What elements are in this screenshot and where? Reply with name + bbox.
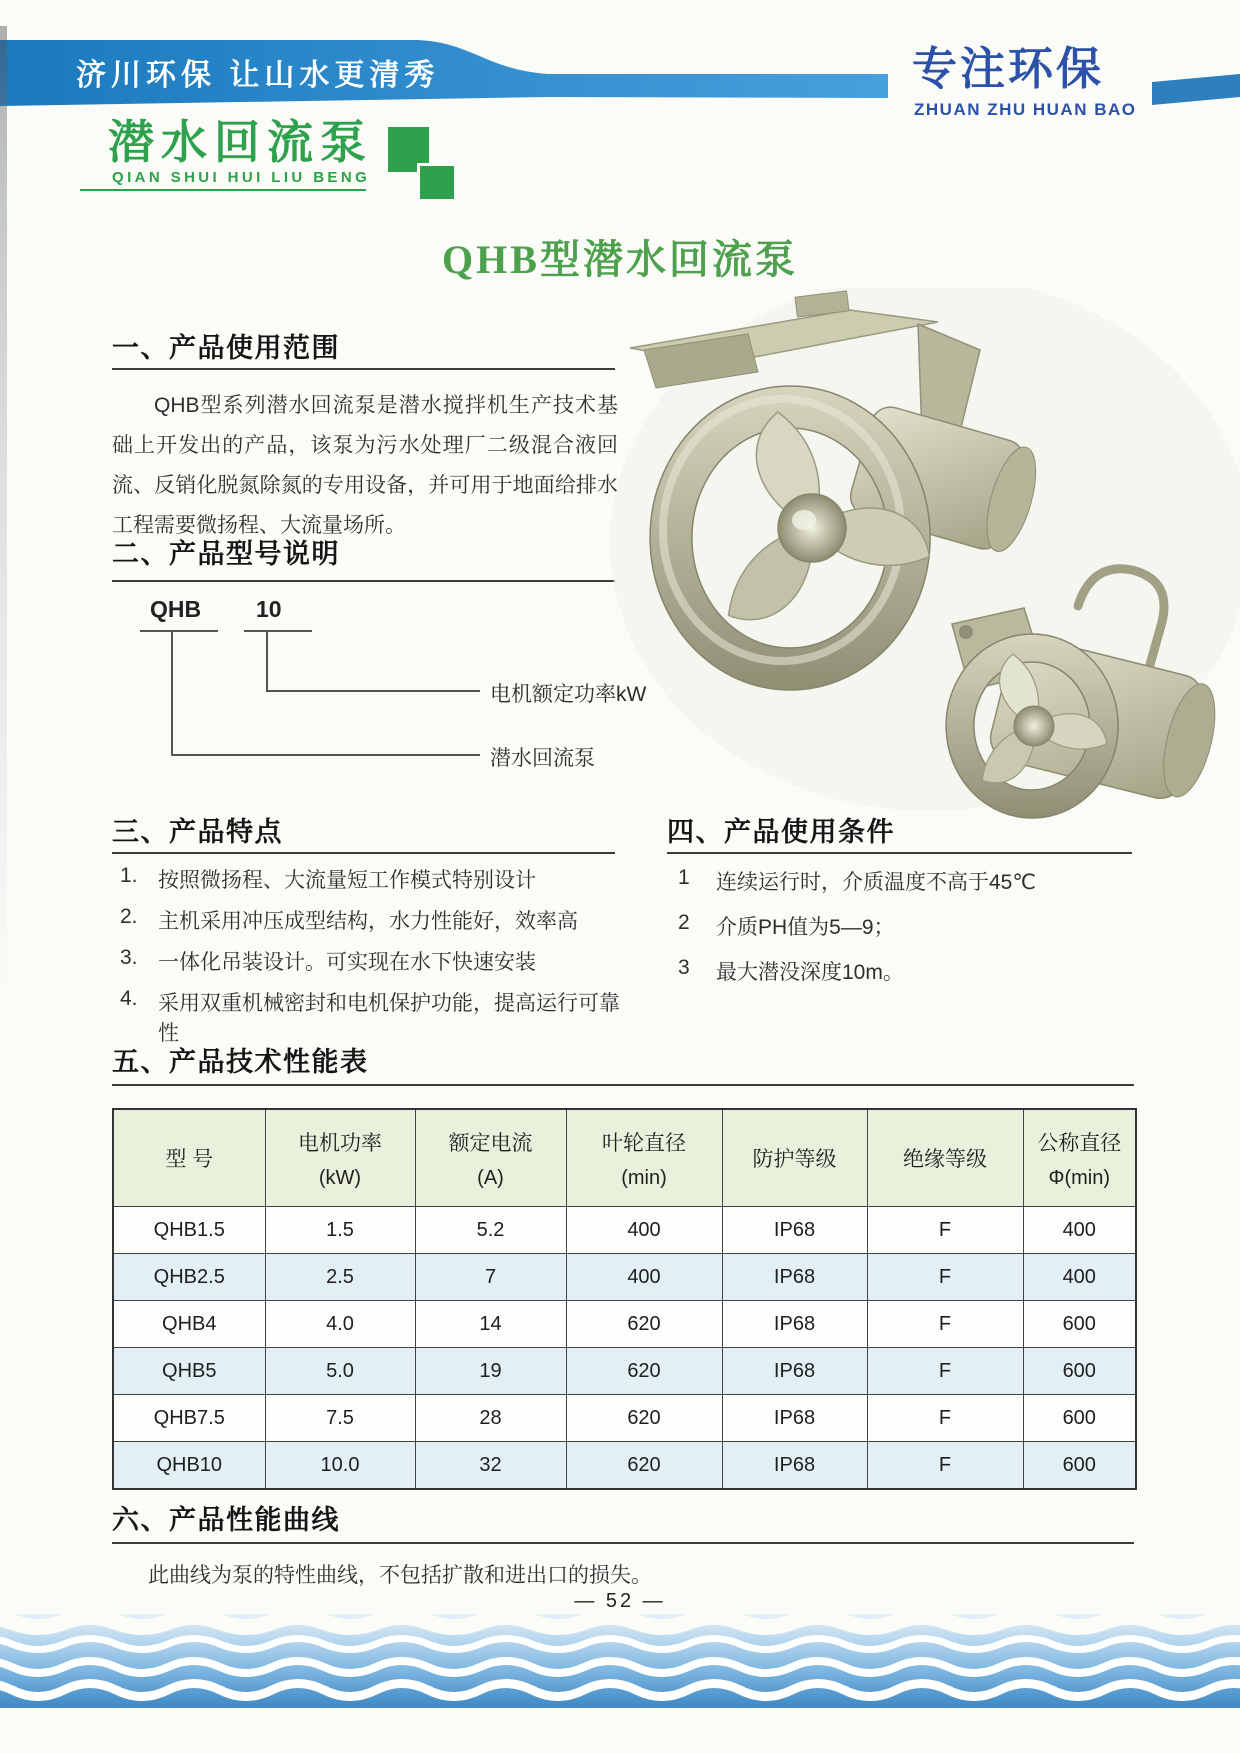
section-rule <box>112 1542 1134 1544</box>
table-cell: IP68 <box>722 1442 867 1490</box>
table-cell: 10.0 <box>265 1442 415 1490</box>
table-cell: 14 <box>415 1301 566 1348</box>
table-cell: 1.5 <box>265 1207 415 1254</box>
section-rule <box>112 1084 1134 1086</box>
table-cell: 400 <box>1023 1207 1136 1254</box>
callout-label-power: 电机额定功率kW <box>490 683 647 706</box>
table-cell: 4.0 <box>265 1301 415 1348</box>
list-item: 4. 采用双重机械密封和电机保护功能，提高运行可靠性 <box>120 987 620 1045</box>
brand-logo-pinyin: ZHUAN ZHU HUAN BAO <box>914 100 1137 119</box>
usage-scope-paragraph: QHB型系列潜水回流泵是潜水搅拌机生产技术基础上开发出的产品，该泵为污水处理厂二级混合液回流、反销化脱氮除氮的专用设备，并可用于地面给排水工程需要微扬程、大流量场所。 <box>112 394 618 537</box>
table-cell: 600 <box>1023 1442 1136 1490</box>
table-header-row <box>113 1109 1136 1207</box>
table-cell: 7 <box>415 1254 566 1301</box>
model-prefix: QHB <box>150 596 202 622</box>
table-cell: IP68 <box>722 1254 867 1301</box>
performance-curve-note: 此曲线为泵的特性曲线，不包括扩散和进出口的损失。 <box>148 1564 652 1587</box>
list-item: 3. 一体化吊装设计。可实现在水下快速安装 <box>120 946 536 974</box>
section-heading-features: 三、产品特点 <box>112 817 283 847</box>
table-cell: 5.0 <box>265 1348 415 1395</box>
table-cell: 32 <box>415 1442 566 1490</box>
table-cell: 400 <box>1023 1254 1136 1301</box>
table-cell: 620 <box>566 1442 722 1490</box>
product-photo <box>600 288 1240 820</box>
list-item: 2 介质PH值为5—9； <box>678 911 895 939</box>
list-item: 1. 按照微扬程、大流量短工作模式特别设计 <box>120 864 536 892</box>
company-slogan: 济川环保 让山水更清秀 <box>76 59 440 92</box>
section-rule <box>112 580 615 582</box>
table-cell: 19 <box>415 1348 566 1395</box>
model-power-number: 10 <box>256 596 282 622</box>
callout-label-pump: 潜水回流泵 <box>490 747 595 770</box>
table-cell: IP68 <box>722 1348 867 1395</box>
table-row <box>113 1254 1136 1301</box>
table-cell: 400 <box>566 1207 722 1254</box>
table-cell: F <box>867 1348 1023 1395</box>
section-heading-usage-scope: 一、产品使用范围 <box>112 333 340 363</box>
table-cell: 7.5 <box>265 1395 415 1442</box>
table-row <box>113 1395 1136 1442</box>
table-row <box>113 1442 1136 1490</box>
table-cell: 600 <box>1023 1301 1136 1348</box>
table-cell: QHB7.5 <box>113 1395 265 1442</box>
scan-edge-artifact <box>0 26 7 1006</box>
table-cell: QHB2.5 <box>113 1254 265 1301</box>
table-cell: QHB4 <box>113 1301 265 1348</box>
table-cell: 620 <box>566 1348 722 1395</box>
table-cell: F <box>867 1301 1023 1348</box>
wave-footer <box>0 1614 1240 1708</box>
section-heading-model-designation: 二、产品型号说明 <box>112 539 340 569</box>
table-cell: IP68 <box>722 1207 867 1254</box>
callout-line-pump <box>171 632 480 756</box>
conditions-list <box>678 866 1138 1001</box>
page-number: — 52 — <box>574 1590 666 1612</box>
list-item: 2. 主机采用冲压成型结构，水力性能好，效率高 <box>120 905 578 933</box>
table-cell: 600 <box>1023 1395 1136 1442</box>
table-row <box>113 1348 1136 1395</box>
table-cell: QHB1.5 <box>113 1207 265 1254</box>
page-title: QHB型潜水回流泵 <box>442 237 798 282</box>
table-row <box>113 1301 1136 1348</box>
column-header: 电机功率 (kW) <box>265 1109 415 1207</box>
column-header: 额定电流 (A) <box>415 1109 566 1207</box>
logo-square-icon <box>417 163 454 199</box>
table-cell: IP68 <box>722 1395 867 1442</box>
table-cell: F <box>867 1442 1023 1490</box>
section-rule <box>667 852 1132 854</box>
product-line-logo: 潜水回流泵 <box>108 116 373 168</box>
table-cell: F <box>867 1395 1023 1442</box>
table-cell: 5.2 <box>415 1207 566 1254</box>
table-cell: 600 <box>1023 1348 1136 1395</box>
table-cell: 28 <box>415 1395 566 1442</box>
spec-table <box>112 1108 1137 1490</box>
column-header: 公称直径 Φ(min) <box>1023 1109 1136 1207</box>
table-cell: 400 <box>566 1254 722 1301</box>
table-cell: F <box>867 1254 1023 1301</box>
list-item: 3 最大潜没深度10m。 <box>678 956 904 984</box>
column-header: 防护等级 <box>722 1109 867 1207</box>
column-header: 叶轮直径 (min) <box>566 1109 722 1207</box>
section-heading-conditions: 四、产品使用条件 <box>667 817 895 847</box>
table-cell: F <box>867 1207 1023 1254</box>
table-cell: 620 <box>566 1395 722 1442</box>
table-row <box>113 1207 1136 1254</box>
section-rule <box>112 368 615 370</box>
section-heading-spec-table: 五、产品技术性能表 <box>112 1047 369 1077</box>
table-cell: QHB10 <box>113 1442 265 1490</box>
features-list <box>120 864 640 1045</box>
list-item: 1 连续运行时，介质温度不高于45℃ <box>678 866 1036 894</box>
brand-logo: 专注环保 <box>912 43 1105 94</box>
column-header: 绝缘等级 <box>867 1109 1023 1207</box>
table-cell: 620 <box>566 1301 722 1348</box>
column-header: 型 号 <box>113 1109 265 1207</box>
table-cell: 2.5 <box>265 1254 415 1301</box>
section-heading-performance-curve: 六、产品性能曲线 <box>112 1505 340 1535</box>
table-cell: IP68 <box>722 1301 867 1348</box>
product-line-pinyin: QIAN SHUI HUI LIU BENG <box>112 169 371 186</box>
logo-underline <box>80 189 366 191</box>
table-cell: QHB5 <box>113 1348 265 1395</box>
section-rule <box>112 852 615 854</box>
